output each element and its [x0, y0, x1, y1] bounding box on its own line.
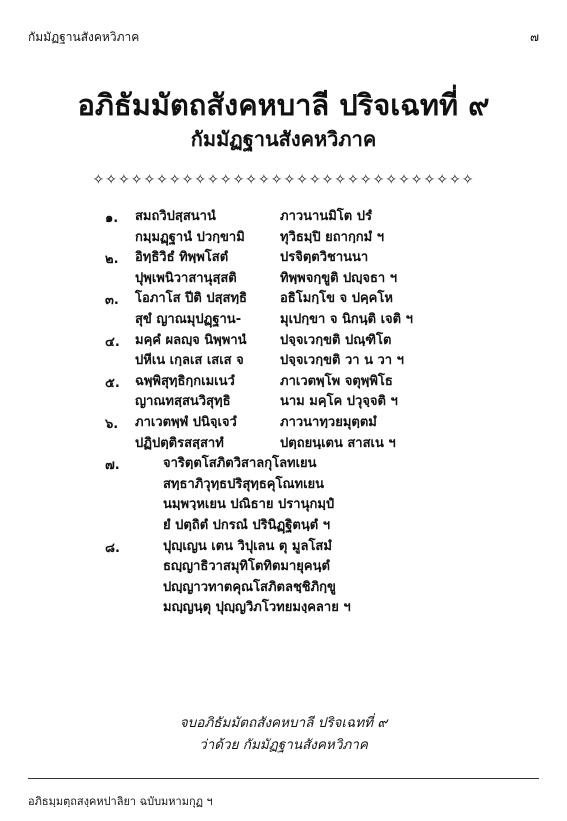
verse-line: ปจฺจเวกฺขติ วา น วา ฯ [280, 353, 404, 369]
verse [105, 413, 505, 454]
running-header-title: กัมมัฏฐานสังคหวิภาค [28, 30, 140, 44]
verse-line: ปฏิปตฺติรสสฺสาทํ [135, 435, 224, 451]
verse-line: นมฺพวฺหเยน ปณิธาย ปรานุกมฺปํ [163, 497, 335, 513]
verse-line: ทุวิธมฺปิ ยถากฺกมํ ฯ [280, 229, 385, 245]
verse-line: ฉพฺพิสุทฺธิกฺกเมเนวํ [135, 373, 235, 389]
verse-number: ๘. [105, 540, 120, 556]
running-header [28, 28, 539, 47]
verse-line: ปหีเน เกฺลเส เสเส จ [135, 353, 244, 369]
verse-line: มุเปกฺขา จ นิกนฺติ เจติ ฯ [280, 311, 413, 327]
verse [105, 331, 505, 372]
verse-number: ๖. [105, 416, 119, 432]
title-block [0, 86, 567, 154]
verse-line: ภาวนานมิโต ปรํ [280, 209, 372, 224]
verse-line: อิทฺธิวิธํ ทิพฺพโสตํ [135, 250, 229, 266]
verse-body [163, 537, 505, 619]
verse-line: ยํ ปตฺถิตํ ปกรณํ ปรินิฏฺฐิตนฺตํ ฯ [163, 517, 330, 533]
verse [105, 207, 505, 248]
verse-list [105, 207, 505, 619]
verse-number: ๒. [105, 252, 119, 268]
verse [105, 537, 505, 619]
closing-line: ว่าด้วย กัมมัฏฐานสังคหวิภาค [199, 737, 368, 753]
verse-body [135, 207, 505, 248]
verse-number: ๗. [105, 458, 120, 474]
closing-note [0, 712, 567, 756]
footer-divider [28, 778, 539, 779]
verse-body [135, 372, 505, 413]
verse-number: ๑. [105, 211, 119, 226]
verse-line: สทฺธาภิวุทฺธปริสุทฺธคุโณทเยน [163, 476, 325, 492]
verse-line: ภาเวตพฺพํ ปนิจฺเจวํ [135, 414, 237, 430]
verse-line: จาริตฺตโสภิตวิสาลกุโลทเยน [163, 456, 317, 472]
verse-line: มคฺคํ ผลญฺจ นิพฺพานํ [135, 332, 247, 348]
verse [105, 289, 505, 330]
verse-line: ปุญฺเญน เตน วิปุเลน ตุ มูลโสมํ [163, 538, 332, 554]
verse [105, 454, 505, 536]
verse-line: มญฺญนฺตุ ปุญฺญวิภโวทยมงฺคลาย ฯ [163, 600, 351, 616]
verse-line: กมฺมฏฺฐานํ ปวกฺขามิ [135, 229, 245, 245]
verse-line: ปจฺจเวกฺขติ ปณฺฑิโต [280, 332, 392, 348]
verse-line: ปุพฺเพนิวาสานุสฺสติ [135, 270, 237, 286]
verse-number: ๓. [105, 293, 119, 309]
ornament-divider: ✧✧✧✧✧✧✧✧✧✧✧✧✧✧✧✧✧✧✧✧✧✧✧✧✧✧✧✧✧✧ [92, 172, 475, 188]
verse-line: โอภาโส ปีติ ปสฺสทฺธิ [135, 291, 247, 307]
verse-body [135, 248, 505, 289]
verse-body [135, 413, 505, 454]
verse-line: ภาเวตพฺโพ จตุพฺพิโธ [280, 373, 393, 389]
running-footer: อภิธมฺมตฺถสงฺคหปาลิยา ฉบับมหามกุฏ ฯ [28, 795, 213, 808]
verse-line: สุขํ ญาณมุปฏฺฐาน- [135, 311, 242, 327]
verse-body [135, 331, 505, 372]
verse-line: อธิโมกฺโข จ ปคฺคโห [280, 291, 393, 307]
verse-line: นาม มคฺโค ปวุจฺจติ ฯ [280, 394, 398, 410]
verse [105, 248, 505, 289]
verse [105, 372, 505, 413]
page-number: ๗ [529, 30, 539, 44]
verse-number: ๔. [105, 334, 120, 350]
verse-line: ญาณทสฺสนวิสุทฺธิ [135, 394, 231, 410]
verse-line: ภาวนาทฺวยมุตฺตมํ [280, 414, 377, 430]
verse-body [135, 289, 505, 330]
verse-line: ทิพฺพจกฺขูติ ปญฺจธา ฯ [280, 270, 398, 286]
closing-line: จบอภิธัมมัตถสังคหบาลี ปริจเฉทที่ ๙ [179, 715, 388, 731]
verse-line: ธญฺญาธิวาสมุทิโตทิตมายุคนฺตํ [163, 559, 330, 575]
verse-body [163, 454, 505, 536]
verse-line: ปตฺถยนฺเตน สาสเน ฯ [280, 435, 396, 451]
page-subtitle: กัมมัฏฐานสังคหวิภาค [190, 127, 377, 151]
verse-line: ปรจิตฺตวิชานนา [280, 250, 369, 266]
verse-line: สมถวิปสฺสนานํ [135, 209, 216, 224]
verse-number: ๕. [105, 375, 120, 391]
verse-line: ปญฺญาวทาตคุณโสภิตลชฺชิภิกฺขู [163, 579, 336, 595]
page-title: อภิธัมมัตถสังคหบาลี ปริจเฉทที่ ๙ [77, 88, 490, 122]
